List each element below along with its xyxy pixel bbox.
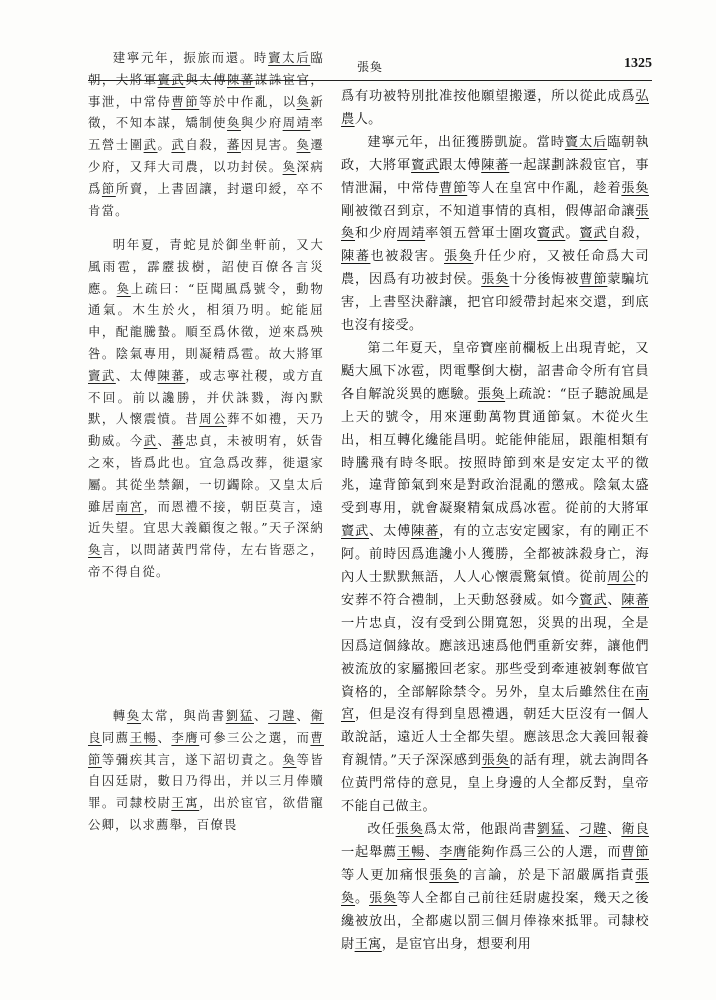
proper-name: 王暢 [397,844,426,860]
proper-name: 張奐 [477,386,506,402]
proper-name: 張奐 [481,753,510,769]
modern-text-column [341,86,649,956]
proper-name: 南宮 [115,498,144,514]
proper-name: 周公 [607,570,636,586]
proper-name: 蕃 [227,137,241,153]
proper-name: 刁韙 [268,708,297,723]
proper-name: 張奐 [481,272,510,288]
proper-name: 陳蕃 [621,592,649,608]
proper-name: 武 [171,137,186,153]
proper-name: 竇武 [88,367,116,383]
proper-name: 曹節 [439,180,468,196]
proper-name: 陳蕃 [227,71,255,87]
proper-name: 陳蕃 [481,157,510,173]
proper-name: 奐 [116,280,131,296]
proper-name: 曹節 [579,272,608,288]
proper-name: 蕃 [171,433,186,449]
proper-name: 奐 [296,93,311,109]
classical-paragraph: 轉奐太常，與尚書劉猛、刁韙、衛良同薦王暢、李膺可參三公之選，而曹節等彌疾其言，遂下詔切責之。奐等皆自囚廷尉，數日乃得出，并以三月俸贖罪。司隸校尉王寓，出於宦官，欲借寵公卿，以求薦舉，百僚畏 [88,708,325,832]
proper-name: 張奐 [341,203,649,242]
page-number: 1325 [624,56,652,71]
proper-name: 弘農 [341,89,649,127]
proper-name: 張奐 [395,822,424,837]
proper-name: 節 [101,180,116,196]
classical-paragraph: 明年夏，青蛇見於御坐軒前，又大風雨雹，霹靂拔樹，詔使百僚各言災應。奐上疏曰：“臣聞風爲號令，動物通氣。木生於火，相須乃明。蛇能屈申，配龍騰蟄。順至爲休徵，逆來爲殃咎。陰氣專用，則凝精爲雹。故大將軍竇武、太傅陳蕃，或志寧社稷，或方直不回。前以讒勝，并伏誅戮，海內默默，人懷震憤。昔周公葬不如禮，天乃動威。今武、蕃忠貞，未被明宥，妖眚之來，皆爲此也。宜急爲改葬，徙還家屬。其從坐禁錮，一切蠲除。又皇太后雖居南宮，而恩禮不接，朝臣莫言，遠近失望。宜思大義顧復之報。”天子深納奐言，以問諸黃門常侍，左右皆惡之，帝不得自從。 [88,237,325,579]
proper-name: 竇太后 [564,134,608,150]
proper-name: 奐 [126,708,142,723]
proper-name: 劉猛 [225,708,254,723]
proper-name: 周靖 [282,115,311,131]
running-title: 張奐 [356,60,383,74]
modern-paragraph: 爲有功被特別批准按他願望搬遷，所以從此成爲弘農人。 [341,89,649,127]
proper-name: 竇武 [579,226,608,242]
proper-name: 奐 [282,158,297,174]
proper-name: 奐 [296,137,311,153]
proper-name: 竇武 [411,157,440,173]
proper-name: 王寓 [171,795,200,811]
proper-name: 衛良 [88,708,325,745]
classical-paragraph: 建寧元年，振旅而還。時竇太后臨朝，大將軍竇武與太傅陳蕃謀誅宦官，事泄，中常侍曹節等於中作亂，以奐新徵，不知本謀，矯制使奐與少府周靖率五營士圍武。武自殺，蕃因見害。奐遷少府，又拜大司農，以功封侯。奐深病爲節所賣，上書固讓，封還印綬，卒不肯當。 [88,50,325,218]
proper-name: 周公 [199,411,228,427]
proper-name: 李膺 [439,844,468,860]
proper-name: 竇武 [579,592,608,608]
proper-name: 陳蕃 [411,524,440,540]
proper-name: 張奐 [429,867,459,883]
proper-name: 竇太后 [268,50,311,65]
modern-paragraph: 改任張奐爲太常，他跟尚書劉猛、刁韙、衛良一起舉薦王暢、李膺能夠作爲三公的人選，而曹節等人更加痛恨張奐的言論，於是下詔嚴厲指責張奐。張奐等人全都自己前往廷尉處投案，幾天之後纔被放出，全都處以罰三個月俸祿來抵罪。司隸校尉王寓，是宦官出身，想要利用 [341,822,650,952]
proper-name: 奐 [88,542,102,558]
proper-name: 曹節 [88,729,324,767]
proper-name: 王暢 [129,729,158,745]
modern-paragraph: 第二年夏天，皇帝寶座前欄板上出現青蛇，又颳大風下冰雹，閃電擊倒大樹，詔書命令所有官員各自解說災異的應驗。張奐上疏說：“臣子聽說風是上天的號令，用來運動萬物貫通節氣。木從火生出，相互轉化纔能昌明。蛇能伸能屈，跟龍相類有時騰飛有時冬眠。按照時節到來是安定太平的徵兆，違背節氣到來是對政治混亂的懲戒。陰氣太盛受到專用，就會凝聚精氣成爲冰雹。從前的大將軍竇武、太傅陳蕃，有的立志安定國家，有的剛正不阿。前時因爲進讒小人獲勝，全都被誅殺身亡，海內人士默默無語，人人心懷震驚氣憤。從前周公的安葬不符合禮制，上天動怒發威。如今竇武、陳蕃一片忠貞，沒有受到公開寬恕，災異的出現，全是因爲這個緣故。應該迅速爲他們重新安葬，讓他們被流放的家屬搬回老家。那些受到牽連被剝奪做官資格的，全部解除禁令。另外，皇太后雖然住在南宮，但是沒有得到皇恩禮遇，朝廷大臣沒有一個人敢說話，遠近人士全都失望。應該思念大義回報養育親情。”天子深深感到張奐的話有理，就去詢問各位黃門常侍的意見，皇上身邊的人全都反對，皇帝不能自己做主。 [341,340,649,815]
proper-name: 周靖 [397,226,426,242]
proper-name: 陳蕃 [157,367,186,383]
proper-name: 武 [143,137,158,153]
proper-name: 南宮 [341,684,649,723]
proper-name: 衛良 [621,822,650,837]
proper-name: 竇武 [537,226,566,242]
proper-name: 張奐 [621,180,649,196]
proper-name: 竇武 [157,71,186,87]
proper-name: 曹節 [171,93,200,109]
proper-name: 奐 [282,751,297,767]
proper-name: 劉猛 [536,822,565,837]
proper-name: 張奐 [444,249,474,265]
proper-name: 張奐 [369,890,398,906]
modern-paragraph: 建寧元年，出征獲勝凱旋。當時竇太后臨朝執政，大將軍竇武跟太傅陳蕃一起謀劃誅殺宦官，事情泄漏，中常侍曹節等人在皇宮中作亂，趁着張奐剛被徵召到京，不知道事情的真相，假傳詔命讓張奐和少府周靖率領五營軍士圍攻竇武。竇武自殺，陳蕃也被殺害。張奐升任少府，又被任命爲大司農，因爲有功被封侯。張奐十分後悔被曹節蒙騙坑害，上書堅決辭讓，把官印綬帶封起來交還，到底也沒有接受。 [341,134,650,334]
proper-name: 奐 [227,115,241,131]
proper-name: 竇武 [341,524,370,540]
proper-name: 王寓 [354,936,382,952]
proper-name: 李膺 [171,729,200,745]
proper-name: 陳蕃 [341,249,371,265]
proper-name: 張奐 [341,867,649,906]
proper-name: 武 [143,433,158,449]
proper-name: 刁韙 [578,822,608,837]
proper-name: 曹節 [621,844,649,860]
